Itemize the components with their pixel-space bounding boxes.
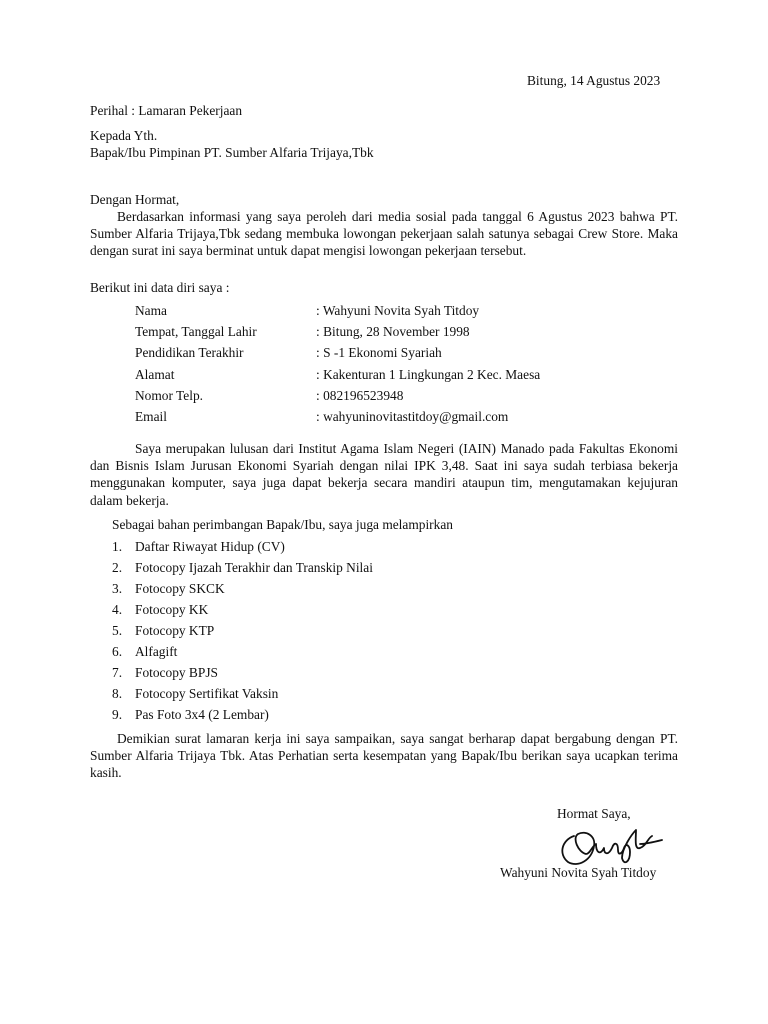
biodata-label: Tempat, Tanggal Lahir (135, 324, 257, 340)
list-number: 8. (112, 686, 123, 701)
list-item (112, 559, 373, 580)
closing-text: Demikian surat lamaran kerja ini saya sampaikan, saya sangat berharap dapat bergabung dengan PT. Sumber Alfaria Trijaya Tbk. Atas Perhatian serta kesempatan yang Bapak/Ibu berikan saya ucapkan terima kasih. (90, 731, 678, 781)
list-number: 2. (112, 560, 123, 575)
biodata-label: Nomor Telp. (135, 387, 203, 403)
attachments-intro: Sebagai bahan perimbangan Bapak/Ibu, saya juga melampirkan (112, 517, 453, 532)
biodata-label: Pendidikan Terakhir (135, 345, 244, 361)
list-item (112, 622, 373, 643)
biodata-value: : Kakenturan 1 Lingkungan 2 Kec. Maesa (316, 366, 541, 382)
list-text: Fotocopy KK (135, 602, 209, 617)
list-item (112, 538, 373, 559)
biodata-row-name (135, 302, 540, 323)
biodata-value: : Bitung, 28 November 1998 (316, 324, 470, 340)
list-text: Alfagift (135, 644, 178, 659)
biodata-table (135, 302, 540, 429)
list-text: Fotocopy KTP (135, 623, 215, 638)
biodata-value: : S -1 Ekonomi Syariah (316, 345, 442, 361)
list-text: Fotocopy BPJS (135, 665, 218, 680)
biodata-value: : Wahyuni Novita Syah Titdoy (316, 303, 480, 318)
subject-line: Perihal : Lamaran Pekerjaan (90, 103, 243, 118)
list-item (112, 643, 373, 664)
list-number: 5. (112, 623, 123, 638)
list-text: Fotocopy SKCK (135, 581, 225, 596)
list-text: Pas Foto 3x4 (2 Lembar) (135, 707, 269, 722)
list-number: 6. (112, 644, 123, 659)
closing-salutation: Hormat Saya, (557, 806, 631, 821)
biodata-label: Email (135, 408, 167, 424)
biodata-value: : wahyuninovitastitdoy@gmail.com (316, 408, 509, 424)
date-line: Bitung, 14 Agustus 2023 (527, 73, 661, 88)
intro-text: Berdasarkan informasi yang saya peroleh dari media sosial pada tanggal 6 Agustus 2023 bahwa PT. Sumber Alfaria Trijaya,Tbk sedang membuka lowongan pekerjaan salah satunya sebagai Crew Store. Maka dengan surat ini saya berminat untuk dapat mengisi lowongan pekerjaan tersebut. (90, 209, 678, 259)
biodata-row-birth (135, 323, 540, 344)
biodata-intro: Berikut ini data diri saya : (90, 280, 230, 295)
list-item (112, 580, 373, 601)
list-number: 7. (112, 665, 123, 680)
list-text: Fotocopy Ijazah Terakhir dan Transkip Nilai (135, 560, 373, 575)
signer-name: Wahyuni Novita Syah Titdoy (500, 865, 657, 880)
biodata-row-email (135, 408, 540, 429)
education-text: Saya merupakan lulusan dari Institut Agama Islam Negeri (IAIN) Manado pada Fakultas Ekonomi dan Bisnis Islam Jurusan Ekonomi Syariah dengan nilai IPK 3,48. Saat ini saya sudah terbiasa bekerja menggunakan komputer, saya juga dapat bekerja secara mandiri ataupun tim, mengutamakan kejujuran dalam bekerja. (90, 441, 678, 508)
recipient-line-1: Kepada Yth. (90, 128, 158, 143)
list-number: 3. (112, 581, 123, 596)
biodata-row-education (135, 344, 540, 365)
biodata-row-phone (135, 387, 540, 408)
list-item (112, 685, 373, 706)
salutation: Dengan Hormat, (90, 192, 180, 207)
list-text: Fotocopy Sertifikat Vaksin (135, 686, 279, 701)
closing-paragraph (90, 730, 678, 782)
list-item (112, 664, 373, 685)
biodata-label: Alamat (135, 366, 175, 382)
biodata-row-address (135, 366, 540, 387)
intro-paragraph (90, 208, 678, 260)
list-text: Daftar Riwayat Hidup (CV) (135, 539, 285, 554)
biodata-value: : 082196523948 (316, 387, 404, 403)
list-number: 4. (112, 602, 123, 617)
attachments-list (112, 538, 373, 727)
list-number: 9. (112, 707, 123, 722)
list-number: 1. (112, 539, 123, 554)
biodata-label: Nama (135, 303, 167, 318)
recipient-line-2: Bapak/Ibu Pimpinan PT. Sumber Alfaria Trijaya,Tbk (90, 145, 374, 160)
list-item (112, 601, 373, 622)
education-paragraph (90, 440, 678, 509)
list-item (112, 706, 373, 727)
